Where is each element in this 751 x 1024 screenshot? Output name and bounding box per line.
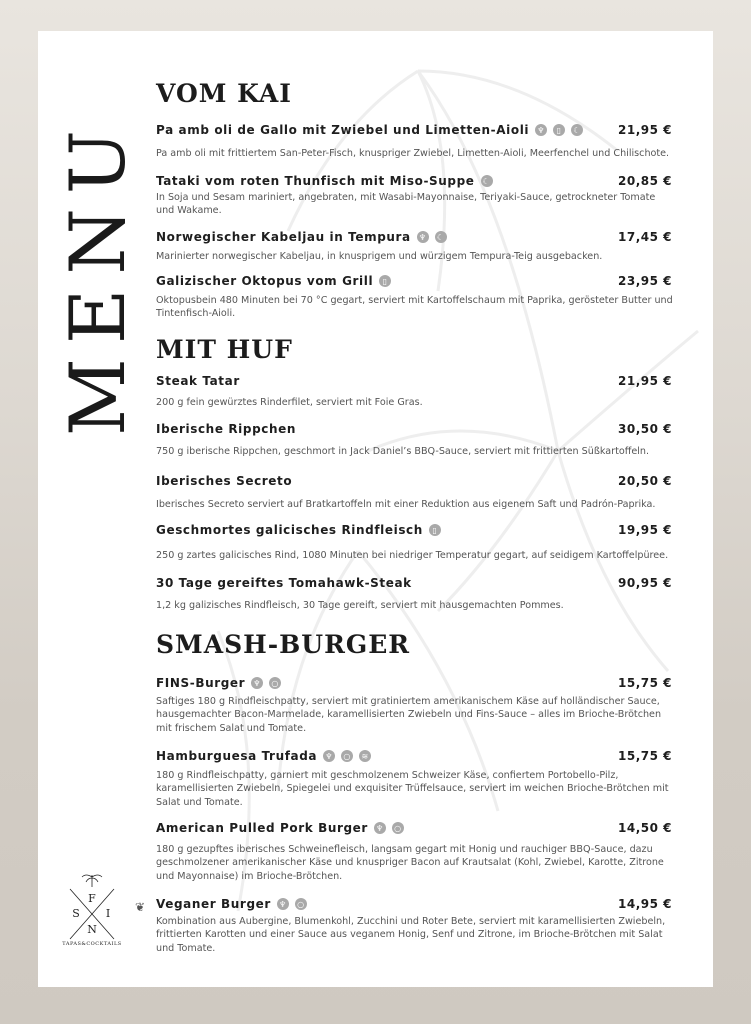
menu-item-description: 200 g fein gewürztes Rinderfilet, serviert mit Foie Gras.	[156, 397, 423, 408]
fish-icon: ☾	[481, 175, 493, 187]
section-title-vom-kai: VOM KAI	[156, 79, 292, 108]
section-title-mit-huf: MIT HUF	[156, 335, 293, 364]
menu-item-description: Marinierter norwegischer Kabeljau, in knusprigem und würzigem Tempura-Teig ausgebacken.	[156, 251, 603, 262]
menu-item-name: Tataki vom roten Thunfisch mit Miso-Suppe ☾	[156, 174, 493, 188]
menu-item-description: Oktopusbein 480 Minuten bei 70 °C gegart, serviert mit Kartoffelschaum mit Paprika, gerösteter Butter und Tintenfisch-Aioli.	[156, 295, 673, 320]
leaf-icon: ❦	[135, 900, 146, 914]
menu-item-description: In Soja und Sesam mariniert, angebraten, mit Wasabi-Mayonnaise, Teriyaki-Sauce, getrockneter Tomate und Wakame.	[156, 192, 656, 217]
menu-item-price: 15,75 €	[618, 749, 672, 763]
fish-icon: ☾	[571, 124, 583, 136]
menu-item-price: 20,85 €	[618, 174, 672, 188]
menu-item-description: 180 g gezupftes iberisches Schweinefleisch, langsam gegart mit Honig und rauchiger BBQ-Sauce, dazu geschmolzener amerikanischer Käse und knuspriger Bacon auf Krautsalat (Kohl, Zwiebel, Karotte, Zitrone und Mayonnaise) im Brioche-Brötchen.	[156, 844, 664, 882]
menu-item-description: Pa amb oli mit frittiertem San-Peter-Fisch, knuspriger Zwiebel, Limetten-Aioli, Meerfenchel und Chilischote.	[156, 148, 670, 159]
gluten-icon: ♆	[277, 898, 289, 910]
milk-icon: ▯	[379, 275, 391, 287]
fins-logo	[62, 869, 122, 949]
logo-letter: F	[88, 892, 96, 905]
menu-item-price: 23,95 €	[618, 274, 672, 288]
menu-item-name: FINS-Burger ♆ ○	[156, 676, 281, 690]
menu-item-description: 180 g Rindfleischpatty, garniert mit geschmolzenem Schweizer Käse, confiertem Portobello-Pilz, karamellisierten Zwiebeln, Spiegelei und exquisiter Trüffelsauce, serviert im weichen Brioche-Brötchen mit Salat und Tomate.	[156, 770, 669, 808]
gluten-icon: ♆	[374, 822, 386, 834]
gluten-icon: ♆	[535, 124, 547, 136]
milk-icon: ▯	[553, 124, 565, 136]
menu-item-price: 14,50 €	[618, 821, 672, 835]
mustard-icon: ≋	[359, 750, 371, 762]
menu-page	[38, 31, 713, 987]
menu-item-price: 90,95 €	[618, 576, 672, 590]
menu-item-price: 17,45 €	[618, 230, 672, 244]
milk-icon: ▯	[429, 524, 441, 536]
logo-letter: I	[105, 907, 111, 920]
menu-item-price: 15,75 €	[618, 676, 672, 690]
menu-item-name: Hamburguesa Trufada ♆ ○ ≋	[156, 749, 371, 763]
menu-item-name: Galizischer Oktopus vom Grill ▯	[156, 274, 391, 288]
menu-item-description: 1,2 kg galizisches Rindfleisch, 30 Tage gereift, serviert mit hausgemachten Pommes.	[156, 600, 564, 611]
menu-item-description: 250 g zartes galicisches Rind, 1080 Minuten bei niedriger Temperatur gegart, auf seidigem Kartoffelpüree.	[156, 550, 669, 561]
menu-item-name: Iberische Rippchen	[156, 422, 297, 436]
logo-tagline: TAPAS&COCKTAILS	[62, 941, 122, 947]
menu-item-price: 21,95 €	[618, 374, 672, 388]
menu-item-name: American Pulled Pork Burger ♆ ○	[156, 821, 404, 835]
gluten-icon: ♆	[417, 231, 429, 243]
egg-icon: ○	[392, 822, 404, 834]
gluten-icon: ♆	[323, 750, 335, 762]
fish-icon: ☾	[435, 231, 447, 243]
menu-item-name: 30 Tage gereiftes Tomahawk-Steak	[156, 576, 412, 590]
menu-item-price: 14,95 €	[618, 897, 672, 911]
section-title-smash-burger: SMASH-BURGER	[156, 630, 411, 659]
gluten-icon: ♆	[251, 677, 263, 689]
menu-item-price: 30,50 €	[618, 422, 672, 436]
menu-item-name: Steak Tatar	[156, 374, 240, 388]
menu-item-price: 19,95 €	[618, 523, 672, 537]
egg-icon: ○	[269, 677, 281, 689]
egg-icon: ○	[295, 898, 307, 910]
menu-item-name: Pa amb oli de Gallo mit Zwiebel und Limetten-Aioli ♆ ▯ ☾	[156, 123, 583, 137]
menu-item-price: 20,50 €	[618, 474, 672, 488]
menu-item-name: Norwegischer Kabeljau in Tempura ♆ ☾	[156, 230, 447, 244]
menu-item-name: Geschmortes galicisches Rindfleisch ▯	[156, 523, 441, 537]
menu-item-name: Iberisches Secreto	[156, 474, 293, 488]
menu-item-price: 21,95 €	[618, 123, 672, 137]
menu-item-description: Kombination aus Aubergine, Blumenkohl, Zucchini und Roter Bete, serviert mit karamellisierten Zwiebeln, frittierten Karotten und einer Sauce aus veganem Honig, Senf und Zitrone, im Brioche-Brötchen mit Salat und Tomate.	[156, 916, 666, 954]
menu-item-name: Veganer Burger ♆ ○	[156, 897, 307, 911]
menu-item-description: Iberisches Secreto serviert auf Bratkartoffeln mit einer Reduktion aus eigenem Saft und Padrón-Paprika.	[156, 499, 656, 510]
menu-item-description: 750 g iberische Rippchen, geschmort in Jack Daniel’s BBQ-Sauce, serviert mit frittierten Süßkartoffeln.	[156, 446, 650, 457]
menu-item-description: Saftiges 180 g Rindfleischpatty, serviert mit gratiniertem amerikanischem Käse auf holländischer Sauce, hausgemachter Bacon-Marmelade, karamellisierten Zwiebeln und Fins-Sauce – alles im Brioche-Brötchen mit frischem Salat und Tomate.	[156, 696, 662, 734]
logo-letter: S	[72, 907, 80, 920]
menu-vertical-title: MENU	[53, 116, 142, 436]
egg-icon: ○	[341, 750, 353, 762]
logo-letter: N	[87, 923, 97, 936]
